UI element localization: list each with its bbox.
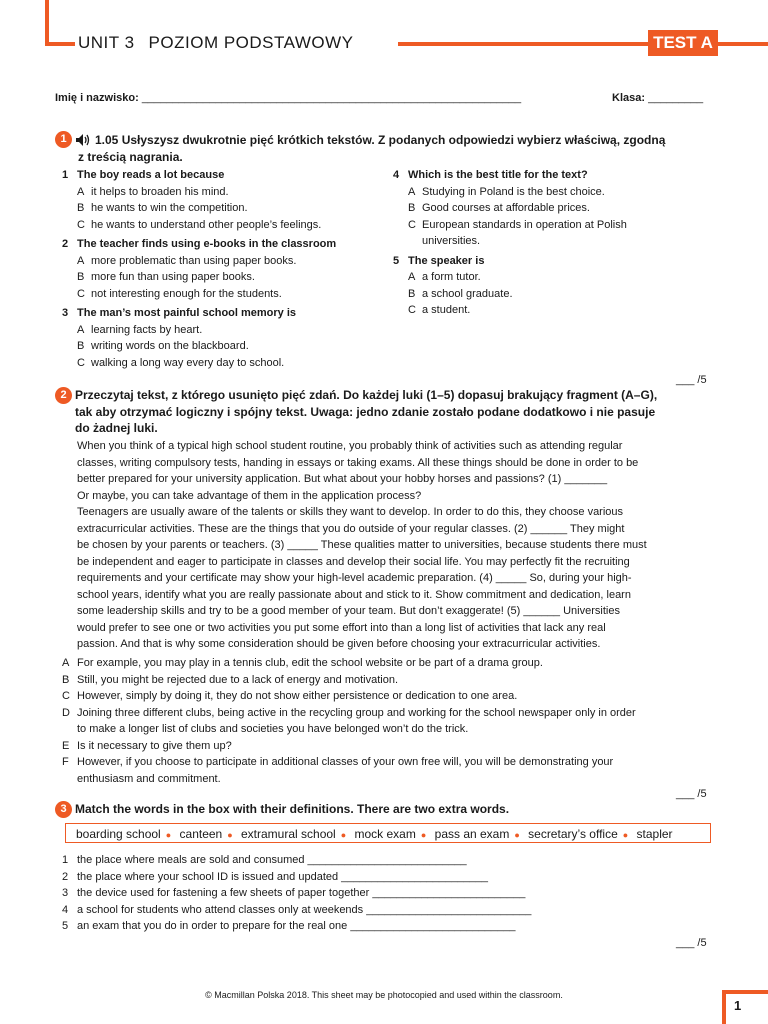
definition-item: 3 the device used for fastening a few sheets of paper together _________________________	[62, 887, 526, 899]
task2-score[interactable]: ___ /5	[676, 788, 707, 800]
page-accent-line	[722, 990, 768, 994]
task1-number-badge: 1	[55, 131, 72, 148]
option-row[interactable]: B he wants to win the competition.	[77, 202, 248, 214]
copyright-footer: © Macmillan Polska 2018. This sheet may be photocopied and used within the classroom.	[205, 990, 563, 1000]
task3-items	[62, 852, 712, 935]
class-field[interactable]: _________	[648, 92, 704, 104]
question-text: The teacher finds using e-books in the classroom	[77, 238, 337, 250]
option-B: B Still, you might be rejected due to a lack of energy and motivation.	[62, 673, 399, 686]
bullet-icon: ●	[420, 830, 427, 840]
question-number: 1	[62, 169, 69, 181]
option-row[interactable]: B writing words on the blackboard.	[77, 340, 249, 352]
answer-blank[interactable]: _________________________	[372, 887, 526, 899]
option-row[interactable]: A it helps to broaden his mind.	[77, 185, 229, 198]
option-E: E Is it necessary to give them up?	[62, 739, 232, 752]
name-label: Imię i nazwisko:	[55, 92, 139, 104]
option-F: F However, if you choose to participate in additional classes of your own free will, you will be demonstrating your	[62, 756, 614, 768]
name-field[interactable]: ______________________________________________________________	[141, 92, 522, 104]
word-item: pass an exam	[434, 827, 510, 841]
bullet-icon: ●	[622, 830, 629, 840]
option-row[interactable]: A learning facts by heart.	[77, 323, 203, 336]
task3-instruction: Match the words in the box with their definitions. There are two extra words.	[75, 802, 510, 816]
task2-instruction: Przeczytaj tekst, z którego usunięto pięć zdań. Do każdej luki (1–5) dopasuj brakujący fragment (A–G), tak aby otrzymać logiczny i spójny tekst. Uwaga: jedno zdanie zostało podane dodatkowo i nie pasuje do żadnej luki.	[75, 388, 658, 435]
question-number: 2	[62, 238, 69, 250]
question-1	[62, 167, 392, 233]
question-number: 3	[62, 307, 69, 319]
audio-icon	[76, 134, 92, 146]
word-item: mock exam	[354, 827, 416, 841]
word-item: stapler	[636, 827, 673, 841]
task2-number-badge: 2	[55, 387, 72, 404]
header-accent-bar	[45, 0, 49, 46]
option-row[interactable]: A more problematic than using paper books.	[77, 254, 297, 267]
header-accent-line-2	[398, 42, 648, 46]
word-item: secretary’s office	[528, 827, 618, 841]
test-badge: TEST A	[648, 30, 718, 56]
name-row	[55, 90, 521, 107]
task1-score[interactable]: ___ /5	[676, 374, 707, 386]
task3-score[interactable]: ___ /5	[676, 937, 707, 949]
option-row[interactable]: A Studying in Poland is the best choice.	[408, 185, 605, 198]
bullet-icon: ●	[340, 830, 347, 840]
option-row[interactable]: C a student.	[408, 304, 471, 316]
definition-item: 5 an exam that you do in order to prepare for the real one ___________________________	[62, 920, 516, 932]
answer-blank[interactable]: ___________________________	[350, 920, 516, 932]
task1-track: 1.05	[95, 133, 119, 147]
header-accent-line-3	[718, 42, 768, 46]
task3-number-badge: 3	[55, 801, 72, 818]
task1-instruction	[95, 132, 665, 149]
question-number: 5	[393, 254, 400, 267]
task1-right-column	[393, 167, 713, 319]
definition-item: 4 a school for students who attend classes only at weekends ___________________________	[62, 903, 532, 916]
task1-instruction-line1: Usłyszysz dwukrotnie pięć krótkich tekstów. Z podanych odpowiedzi wybierz właściwą, zgodną	[121, 133, 666, 147]
task1-instruction-line2: z treścią nagrania.	[78, 150, 183, 164]
option-row[interactable]: B a school graduate.	[408, 287, 513, 300]
task1-left-column	[62, 167, 392, 371]
option-row[interactable]: A a form tutor.	[408, 271, 481, 283]
question-3	[62, 305, 392, 371]
task2-reading-text: When you think of a typical high school student routine, you probably think of activities such as attending regular classes, writing compulsory tests, handing in essays or taking exams. All these things should be done in order to be better prepared for your university application. But what about your hobby horses and passions? (1) _______ Or maybe, you can take advantage of them in the application process? Teenagers are usually aware of the talents or skills they want to develop. In order to do this, they choose various extracurricular activities. These are the things that you do outside of your regular classes. (2) ______ They might be chosen by your parents or teachers. (3) _____ These qualities matter to universities, because students there must be independent and eager to participate in classes and develop their social life. You may perfectly fit the recruiting requirements and your certificate may show your high-level academic preparation. (4) _____ So, during your high- school years, identify what you are really passionate about and stick to it. Show commitment and dedication, learn some leadership skills and try to be a good member of your team. But don’t exaggerate! (5) ______ Universities would prefer to see one or two activities you put some effort into than a long list of activities that lack any real passion. And that is why some consideration should be given before choosing your extracurricular activities.	[77, 440, 647, 650]
level-label: POZIOM PODSTAWOWY	[148, 33, 354, 52]
option-row[interactable]: B Good courses at affordable prices.	[408, 202, 590, 214]
option-row[interactable]: C European standards in operation at Polish	[408, 218, 627, 231]
word-box	[65, 823, 711, 843]
page-title	[78, 33, 368, 53]
question-5	[393, 253, 713, 319]
option-continuation: universities.	[422, 235, 481, 247]
answer-blank[interactable]: __________________________	[307, 854, 467, 866]
word-item: boarding school	[76, 827, 161, 841]
option-A: A For example, you may play in a tennis club, edit the school website or be part of a drama group.	[62, 657, 543, 669]
page-accent-bar	[722, 990, 726, 1024]
definition-item: 2 the place where your school ID is issued and updated ________________________	[62, 870, 488, 883]
question-number: 4	[393, 169, 400, 181]
question-2	[62, 236, 392, 302]
question-text: The man’s most painful school memory is	[77, 307, 297, 319]
definition-item: 1 the place where meals are sold and consumed __________________________	[62, 854, 467, 866]
question-text: The speaker is	[408, 254, 485, 267]
answer-blank[interactable]: ________________________	[341, 870, 488, 883]
task2-options: A For example, you may play in a tennis club, edit the school website or be part of a drama group. B Still, you might be rejected due to a lack of energy and motivation. C However, simply by doing it, they do not show either persistence or dedication to one area. D Joining three different clubs, being active in the recycling group and working for the school newspaper only in order to make a longer list of clubs and societies you have belonged won’t do the trick. E Is it necessary to give them up? F However, if you choose to participate in additional classes of your own free will, you will be demonstrating your enthusiasm and commitment.	[62, 655, 722, 787]
question-4	[393, 167, 713, 250]
class-label: Klasa:	[612, 92, 646, 104]
class-row	[612, 90, 703, 107]
word-item: extramural school	[241, 827, 336, 841]
unit-label: UNIT 3	[78, 33, 135, 52]
page-number: 1	[734, 998, 742, 1013]
option-row[interactable]: C walking a long way every day to school.	[77, 356, 285, 369]
bullet-icon: ●	[227, 830, 233, 840]
option-row[interactable]: B more fun than using paper books.	[77, 271, 255, 283]
question-text: The boy reads a lot because	[77, 169, 225, 181]
header-accent-line	[45, 42, 75, 46]
option-row[interactable]: C he wants to understand other people’s feelings.	[77, 218, 322, 231]
question-text: Which is the best title for the text?	[408, 169, 588, 181]
word-item: canteen	[179, 827, 223, 841]
option-D: D Joining three different clubs, being active in the recycling group and working for the school newspaper only in order	[62, 706, 636, 719]
option-C: C However, simply by doing it, they do not show either persistence or dedication to one area.	[62, 690, 518, 702]
answer-blank[interactable]: ___________________________	[366, 903, 532, 916]
bullet-icon: ●	[165, 830, 172, 840]
bullet-icon: ●	[514, 830, 520, 840]
option-row[interactable]: C not interesting enough for the students.	[77, 287, 282, 300]
